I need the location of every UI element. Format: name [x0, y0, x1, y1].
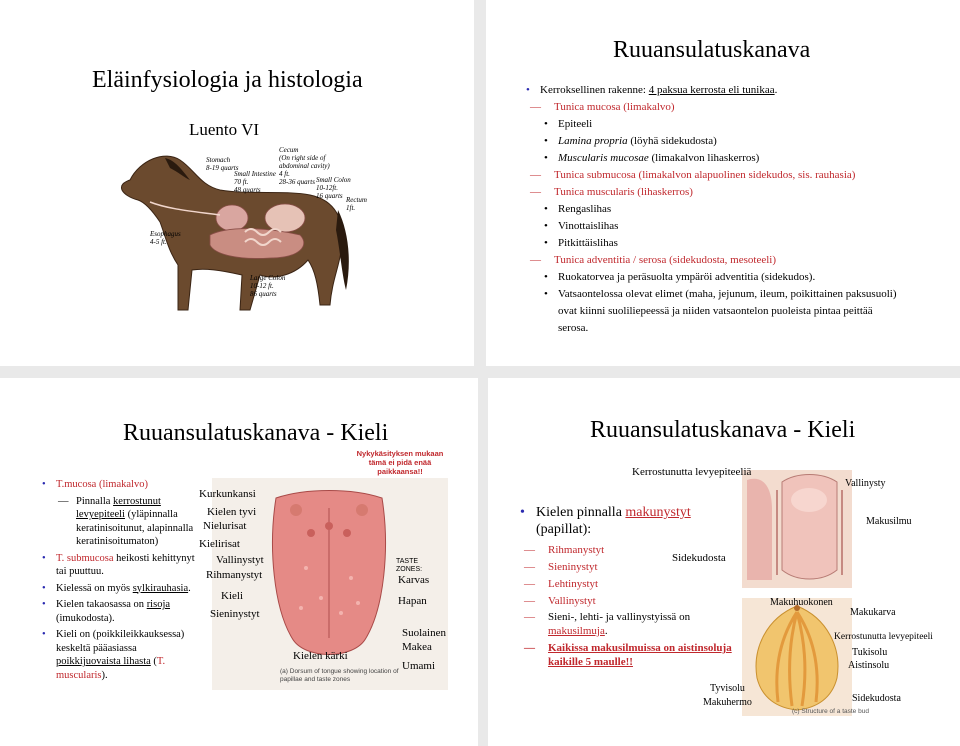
horse-label-small-intestine: Small Intestine 70 ft. 48 quarts: [234, 170, 276, 194]
slide-2-intro-suffix: .: [774, 84, 778, 96]
slide-3-b1: • T.mucosa (limakalvo): [40, 478, 202, 492]
tongue-label-kielen-karki: Kielen kärki: [293, 650, 348, 662]
slide-2-l4: — Tunica adventitia / serosa (sidekudosta, mesoteeli): [524, 252, 924, 269]
muscularis-mucosae: Muscularis mucosae: [558, 152, 649, 164]
divider-vertical-bottom: [478, 378, 488, 746]
slide-4-item-lehtinystyt: — Lehtinystyt: [518, 576, 738, 593]
slide-3-b2-rest: heikosti kehittynyt tai puuttuu.: [56, 552, 195, 577]
slide-3-b1-sub-prefix: Pinnalla: [76, 495, 114, 507]
divider-horizontal: [0, 366, 960, 378]
horse-cecum: [265, 204, 305, 232]
slide-4-title: Ruuansulatuskanava - Kieli: [590, 417, 856, 443]
taste-bud-illustration: [742, 598, 852, 716]
horse-label-small-colon: Small Colon 10-12ft. 16 quarts: [316, 176, 351, 200]
slide-3-b3-link[interactable]: sylkirauhasia: [132, 582, 189, 594]
horse-label-large-colon: Large Colon 10-12 ft. 86 quarts: [250, 274, 286, 298]
tongue-label-sieninystyt: Sieninystyt: [210, 608, 260, 620]
slide-3-b5-red: T. muscularis: [56, 656, 166, 681]
taste-suolainen: Suolainen: [402, 627, 446, 639]
slide-4-main-prefix: Kielen pinnalla: [536, 505, 626, 520]
label-makusilmu: Makusilmu: [866, 516, 912, 527]
taste-karvas: Karvas: [398, 574, 430, 586]
papilla-illustration: [742, 470, 852, 588]
slide-2-l1-item-2: [524, 133, 924, 150]
slide-2-l1-item-1: • Epiteeli: [524, 116, 924, 133]
lamina-propria: Lamina propria: [558, 135, 628, 147]
slide-3-b5: [40, 628, 202, 682]
slide-3-b4-link[interactable]: risoja: [146, 599, 171, 610]
muscularis-mucosae-desc: (limakalvon lihaskerros): [648, 152, 760, 164]
slide-2-l4-item-1: • Ruokatorvea ja peräsuolta ympäröi adventitia (sidekudos).: [524, 269, 924, 286]
tongue-caption: (a) Dorsum of tongue showing location of papillae and taste zones: [280, 668, 399, 683]
slide-2-l3: — Tunica muscularis (lihaskerros): [524, 184, 924, 201]
slide-4-item-vallinystyt: — Vallinystyt: [518, 593, 738, 610]
slide-2-l3-item-1: • Rengaslihas: [524, 201, 924, 218]
slide-4-main-link[interactable]: makunystyt: [625, 505, 691, 520]
slide-3-b5-mid: (: [150, 656, 157, 667]
horse-label-stomach: Stomach 8-19 quarts: [206, 156, 239, 172]
slide-3-b2-red: T. submucosa: [56, 552, 114, 564]
taste-hapan: Hapan: [398, 595, 427, 607]
slide-2-intro: [524, 82, 924, 99]
slide-3-b4-suffix: (imukodosta).: [56, 612, 115, 624]
label-vallinysty: Vallinysty: [845, 478, 886, 489]
taste-makea: Makea: [402, 641, 432, 653]
slide-2-l1-item-3: [524, 150, 924, 167]
slide-2-intro-link[interactable]: 4 paksua kerrosta eli tunikaa: [648, 84, 775, 96]
slide-3-b4-prefix: Kielen takaosassa on: [56, 599, 147, 610]
label-sidekudos-b: Sidekudosta: [852, 693, 901, 704]
taste-umami: Umami: [402, 660, 435, 672]
slide-4-main: [518, 504, 738, 538]
label-tyvisolu: Tyvisolu: [710, 683, 745, 694]
label-sidekudos-a: Sidekudosta: [672, 552, 726, 564]
horse-label-cecum: Cecum (On right side of abdominal cavity) 4 ft. 28-36 quarts: [279, 146, 330, 186]
tongue-label-kielirisat: Kielirisat: [199, 538, 240, 550]
label-makuhermo: Makuhermo: [703, 697, 752, 708]
slide-2-para: • Vatsaontelossa olevat elimet (maha, jejunum, ileum, poikittainen paksusuoli) ovat kiinni suoliliepeessä ja niiden vatsaontelon puoleista pintaa peittää serosa.: [524, 286, 904, 337]
taste-bud-caption: (c) Structure of a taste bud: [792, 708, 869, 715]
slide-3-b5-suffix: ).: [101, 669, 108, 681]
slide-2-l3-item-3: • Pitkittäislihas: [524, 235, 924, 252]
slide-1-subtitle: Luento VI: [189, 120, 260, 139]
slide-2-l1: — Tunica mucosa (limakalvo): [524, 99, 924, 116]
slide-4-item-5-suffix: .: [604, 625, 608, 637]
horse-stomach: [216, 205, 248, 231]
label-makuhuokonen: Makuhuokonen: [770, 597, 833, 608]
slide-4-item-5-link[interactable]: makusilmuja: [548, 625, 605, 637]
slide-2-l3-item-2: • Vinottaislihas: [524, 218, 924, 235]
slide-2-body: [524, 82, 924, 337]
label-kerrostunut-a: Kerrostunutta levyepiteeliä: [632, 466, 752, 478]
slide-3-b5-link[interactable]: poikkijuovaista lihasta: [56, 656, 151, 667]
slide-3-b4: [40, 598, 202, 625]
horse-label-rectum: Rectum 1ft.: [346, 196, 367, 212]
slide-3-b3: [40, 582, 202, 596]
slide-3-b1-sub-rest: (yläpinnalla keratinisoitunut, alapinnalla keratinisoitumaton): [76, 509, 194, 547]
slide-4-item-sieninystyt: — Sieninystyt: [518, 559, 738, 576]
slide-3-b2: [40, 552, 202, 579]
lamina-propria-desc: (löyhä sidekudosta): [627, 135, 717, 147]
divider-vertical-top: [474, 0, 486, 366]
slide-3-b1-sub: — Pinnalla kerrostunut levyepiteeli (yläpinnalla keratinisoitunut, alapinnalla keratinisoitumaton): [58, 495, 194, 547]
slide-4-item-5: [518, 610, 738, 638]
slide-4-item-rihmanystyt: — Rihmanystyt: [518, 542, 738, 559]
horse-label-esophagus: Esophagus 4-5 ft.: [150, 230, 181, 246]
slide-3-b3-suffix: .: [188, 582, 191, 594]
tongue-label-kurkunkansi: Kurkunkansi: [199, 488, 256, 500]
slide-3-note: Nykykäsityksen mukaan tämä ei pidä enää paikkaansa!!: [356, 449, 444, 476]
slide-2-intro-text: Kerroksellinen rakenne:: [540, 84, 649, 96]
label-aistinsolu: Aistinsolu: [848, 660, 890, 671]
slide-4-item-5-prefix: Sieni-, lehti- ja vallinystyissä on: [548, 611, 691, 623]
tongue-label-vallinystyt: Vallinystyt: [216, 554, 264, 566]
label-makukarva: Makukarva: [850, 607, 896, 618]
slide-3-b3-prefix: Kielessä on myös: [56, 582, 133, 594]
slide-3-body: [40, 478, 202, 682]
slide-4-body: [518, 504, 738, 669]
label-tukisolu: Tukisolu: [852, 647, 888, 658]
tongue-label-kieli: Kieli: [221, 590, 243, 602]
taste-zones-heading: TASTE ZONES:: [396, 558, 423, 573]
slide-2-l2: — Tunica submucosa (limakalvon alapuolinen sidekudos, sis. rauhasia): [524, 167, 924, 184]
slide-3-title: Ruuansulatuskanava - Kieli: [123, 420, 389, 446]
tongue-illustration: [266, 488, 392, 668]
slide-4-item-6: — Kaikissa makusilmuissa on aistinsoluja kaikille 5 maulle!!: [518, 641, 738, 669]
slide-4-main-suffix: (papillat):: [536, 522, 592, 537]
tongue-label-kielen-tyvi: Kielen tyvi: [207, 506, 257, 518]
slide-3-b1-sub-link[interactable]: kerrostunut levyepiteeli: [76, 495, 161, 520]
slide-1-title: Eläinfysiologia ja histologia: [92, 67, 363, 93]
slide-3-b5-prefix: Kieli on (poikkileikkauksessa) keskeltä pääasiassa: [56, 629, 185, 654]
tongue-label-nielurisat: Nielurisat: [203, 520, 247, 532]
slide-2-title: Ruuansulatuskanava: [613, 37, 811, 63]
tongue-label-rihmanystyt: Rihmanystyt: [206, 569, 263, 581]
label-kerrostunut-b: Kerrostunutta levyepiteeli: [834, 632, 933, 642]
